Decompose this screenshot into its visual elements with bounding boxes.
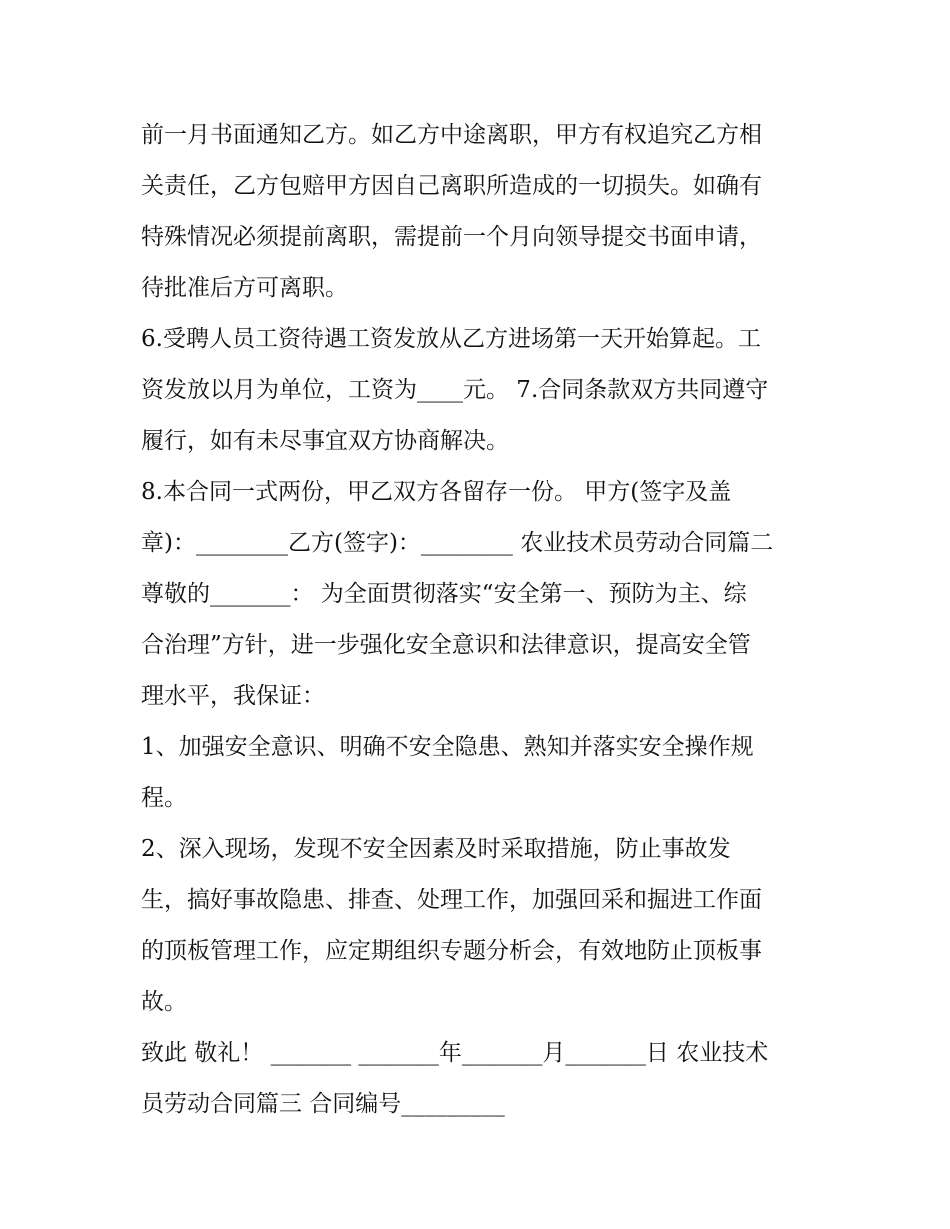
text-line: 致此 敬礼！ _______ _______年_______月_______日 农业技术 xyxy=(141,1040,769,1066)
text-line: 尊敬的_______： 为全面贯彻落实“安全第一、预防为主、综 xyxy=(141,581,747,607)
text-line: 关责任，乙方包赔甲方因自己离职所造成的一切损失。如确有 xyxy=(141,173,762,199)
text-line: 特殊情况必须提前离职，需提前一个月向领导提交书面申请， xyxy=(141,224,762,250)
text-line: 前一月书面通知乙方。如乙方中途离职，甲方有权追究乙方相 xyxy=(141,122,762,148)
text-line: 章)：________乙方(签字)：________ 农业技术员劳动合同篇二 xyxy=(141,530,774,556)
text-line: 待批准后方可离职。 xyxy=(141,275,348,301)
text-line: 6.受聘人员工资待遇工资发放从乙方进场第一天开始算起。工 xyxy=(141,326,761,352)
text-line: 故。 xyxy=(141,989,187,1015)
text-line: 理水平，我保证： xyxy=(141,683,325,709)
text-line: 员劳动合同篇三 合同编号_________ xyxy=(141,1091,505,1117)
text-line: 1、加强安全意识、明确不安全隐患、熟知并落实安全操作规 xyxy=(141,734,754,760)
text-line: 资发放以月为单位，工资为____元。 7.合同条款双方共同遵守 xyxy=(141,377,769,403)
text-line: 合治理”方针，进一步强化安全意识和法律意识，提高安全管 xyxy=(141,632,751,658)
text-line: 履行，如有未尽事宜双方协商解决。 xyxy=(141,428,509,454)
text-line: 程。 xyxy=(141,785,187,811)
text-line: 8.本合同一式两份，甲乙双方各留存一份。 甲方(签字及盖 xyxy=(141,479,732,505)
document-body xyxy=(141,110,831,1130)
text-line: 2、深入现场，发现不安全因素及时采取措施，防止事故发 xyxy=(141,836,731,862)
text-line: 的顶板管理工作，应定期组织专题分析会，有效地防止顶板事 xyxy=(141,938,762,964)
text-line: 生，搞好事故隐患、排查、处理工作，加强回采和掘进工作面 xyxy=(141,887,762,913)
